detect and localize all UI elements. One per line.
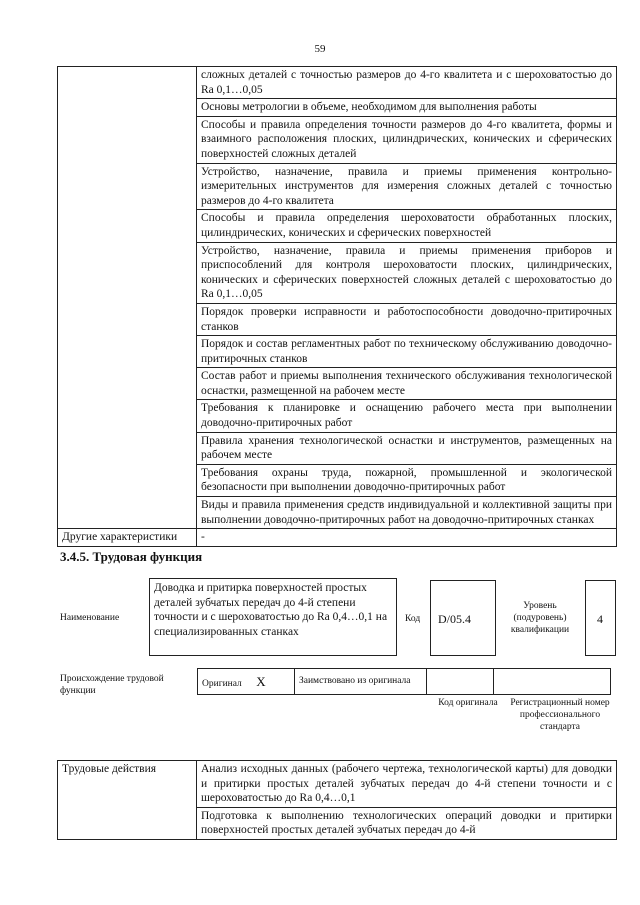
page-bottom-mask bbox=[0, 895, 640, 905]
function-code-box bbox=[430, 580, 496, 656]
page-number: 59 bbox=[314, 43, 326, 55]
origin-label: Происхождение трудовой функции bbox=[60, 674, 164, 696]
original-code-cell bbox=[427, 669, 494, 695]
requirement-text: Порядок проверки исправности и работоспособности доводочно-притирочных станков bbox=[197, 303, 617, 335]
requirements-label-cell bbox=[58, 67, 197, 529]
requirement-text: Правила хранения технологической оснастки и инструментов, размещенных на рабочем месте bbox=[197, 432, 617, 464]
requirement-text: Устройство, назначение, правила и приемы применения контрольно-измерительных инструментов для измерения сложных деталей с точностью размеров до 4-го квалитета bbox=[197, 163, 617, 210]
borrowed-label: Заимствовано из оригинала bbox=[299, 676, 411, 686]
function-name-value: Доводка и притирка поверхностей простых деталей зубчатых передач до 4-й степени точности и с шероховатостью до Ra 0,4…0,1 на специализированных станках bbox=[154, 582, 388, 638]
actions-table bbox=[57, 760, 617, 840]
requirement-text: Способы и правила определения шероховатости обработанных плоских, цилиндрических, конических и сферических поверхностей bbox=[197, 210, 617, 242]
requirements-row bbox=[58, 67, 617, 99]
requirement-text: Требования к планировке и оснащению рабочего места при выполнении доводочно-притирочных работ bbox=[197, 400, 617, 432]
requirement-text: сложных деталей с точностью размеров до 4-го квалитета и с шероховатостью до Ra 0,1…0,05 bbox=[197, 67, 617, 99]
code-caption: Код оригинала bbox=[438, 698, 498, 708]
requirement-text: Требования охраны труда, пожарной, промышленной и экологической безопасности при выполнении доводочно-притирочных работ bbox=[197, 464, 617, 496]
function-level-box bbox=[585, 580, 616, 656]
other-characteristics-label: Другие характеристики bbox=[58, 529, 197, 547]
original-label: Оригинал bbox=[202, 678, 242, 689]
code-label: Код bbox=[405, 614, 421, 624]
action-text: Анализ исходных данных (рабочего чертежа, технологической карты) для доводки и притирки простых деталей зубчатых передач до 4-й степени точности и с шероховатостью до Ra 0,4…0,1 bbox=[197, 761, 617, 808]
name-label: Наименование bbox=[60, 613, 120, 623]
requirement-text: Виды и правила применения средств индивидуальной и коллективной защиты при выполнении доводочно-притирочных работ на доводочно-притирочных станках bbox=[197, 497, 617, 529]
section-title: 3.4.5. Трудовая функция bbox=[60, 549, 203, 564]
other-characteristics-row bbox=[58, 529, 617, 547]
function-code-value: D/05.4 bbox=[438, 612, 471, 626]
requirement-text: Устройство, назначение, правила и приемы применения приборов и приспособлений для контроля шероховатости плоских, цилиндрических, конических и сферических поверхностей сложных деталей с шероховатостью до Ra 0,1…0,05 bbox=[197, 242, 617, 303]
original-mark: X bbox=[256, 673, 266, 689]
actions-row bbox=[58, 761, 617, 808]
requirement-text: Способы и правила определения точности размеров до 4-го квалитета, формы и взаимного расположения плоских, цилиндрических, конических и сферических поверхностей сложных деталей bbox=[197, 116, 617, 163]
original-cell bbox=[198, 669, 295, 695]
regnum-cell bbox=[494, 669, 611, 695]
function-level-value: 4 bbox=[597, 612, 603, 626]
requirement-text: Основы метрологии в объеме, необходимом для выполнения работы bbox=[197, 99, 617, 117]
borrowed-cell bbox=[295, 669, 427, 695]
other-characteristics-value: - bbox=[197, 529, 617, 547]
origin-table bbox=[197, 668, 611, 695]
level-label: Уровень (подуровень) квалификации bbox=[510, 601, 570, 635]
actions-label: Трудовые действия bbox=[58, 761, 197, 840]
requirements-table bbox=[57, 66, 617, 547]
requirement-text: Состав работ и приемы выполнения технического обслуживания технологической оснастки, размещенной на рабочем месте bbox=[197, 368, 617, 400]
regnum-caption: Регистрационный номер профессионального стандарта bbox=[510, 698, 610, 732]
requirement-text: Порядок и состав регламентных работ по техническому обслуживанию доводочно-притирочных станков bbox=[197, 336, 617, 368]
function-name-box bbox=[149, 578, 397, 656]
action-text: Подготовка к выполнению технологических операций доводки и притирки поверхностей простых деталей зубчатых передач до 4-й bbox=[197, 807, 617, 839]
